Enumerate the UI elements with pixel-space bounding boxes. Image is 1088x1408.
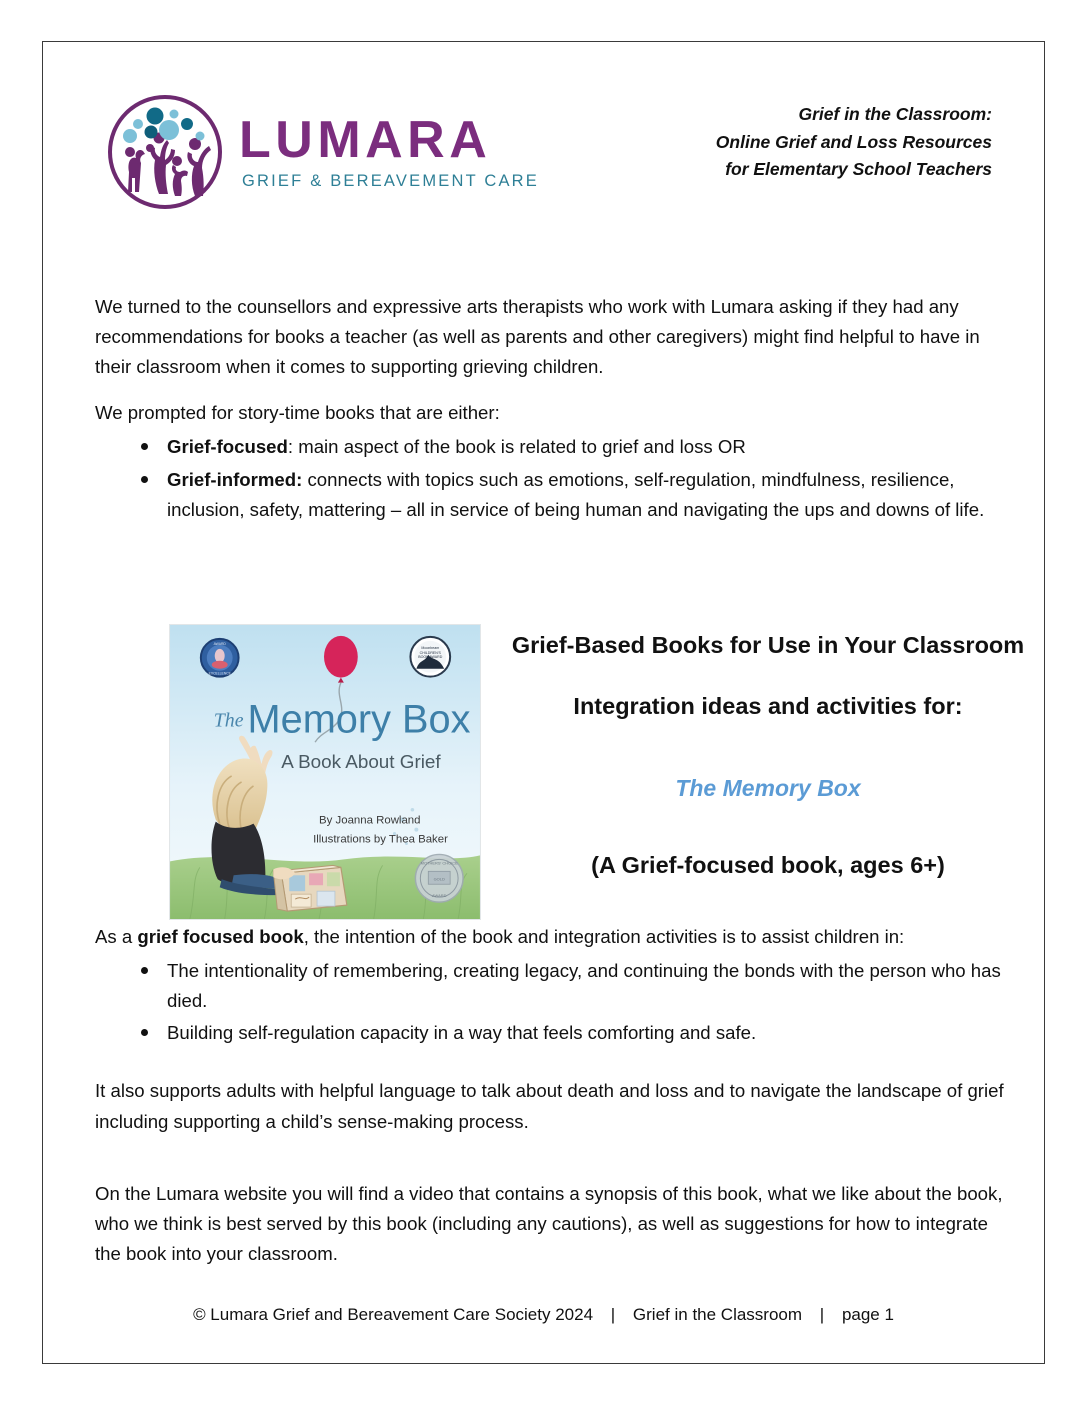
lower-paragraph-2: On the Lumara website you will find a video that contains a synopsis of this book, what we like about the book, who we think is best served by this book (including any cautions), as well as suggestions for how to integrate the book into your classroom. xyxy=(95,1182,1003,1264)
bullet-label: Grief-informed: xyxy=(167,468,303,490)
wordmark-main: LUMARA xyxy=(239,111,492,170)
bullet-text: connects with topics such as emotions, self-regulation, mindfulness, resilience, inclusion, safety, mattering – all in service of being human and navigating the ups and downs of life. xyxy=(167,468,985,520)
feature-heading-1: Grief-Based Books for Use in Your Classroom xyxy=(511,632,1025,658)
spacer xyxy=(95,1153,1007,1179)
lead-prefix: As a xyxy=(95,926,138,947)
lumara-wordmark xyxy=(239,111,539,191)
intro-paragraph-1: We turned to the counsellors and expressive arts therapists who work with Lumara asking if they had any recommendations for books a teacher (as well as parents and other caregivers) might find helpful to have in their classroom when it comes to supporting grieving children. xyxy=(95,296,980,378)
list-item xyxy=(137,432,997,462)
header-title-block xyxy=(716,101,992,184)
footer-separator-2: | xyxy=(819,1305,825,1324)
feature-book-title: The Memory Box xyxy=(675,775,861,802)
page-footer xyxy=(43,1305,1044,1325)
footer-page-number: page 1 xyxy=(841,1305,894,1324)
lower-section xyxy=(95,922,1007,1285)
svg-text:CHILDREN'S: CHILDREN'S xyxy=(419,650,441,655)
svg-text:Memory Box: Memory Box xyxy=(247,697,471,742)
svg-text:EXCELLENCE: EXCELLENCE xyxy=(208,671,231,676)
feature-book-subtitle: (A Grief-focused book, ages 6+) xyxy=(591,852,945,879)
header-title-line-2: Online Grief and Loss Resources xyxy=(715,131,992,152)
intro-paragraph-2: We prompted for story-time books that are either: xyxy=(95,402,500,424)
svg-text:A Book About Grief: A Book About Grief xyxy=(281,751,441,773)
feature-section xyxy=(95,582,1045,942)
feature-heading-2: Integration ideas and activities for: xyxy=(573,692,963,719)
document-page xyxy=(42,41,1045,1364)
bullet-text: : main aspect of the book is related to grief and loss OR xyxy=(287,436,746,458)
svg-text:GOLD: GOLD xyxy=(433,876,445,882)
page-header xyxy=(43,42,1044,232)
svg-text:By Joanna Rowland: By Joanna Rowland xyxy=(319,814,421,827)
feature-heading-block xyxy=(491,630,1045,879)
svg-text:MOTHERS' CHOICE: MOTHERS' CHOICE xyxy=(420,860,458,866)
lower-bullet-list xyxy=(95,956,1007,1048)
wordmark-tagline: GRIEF & BEREAVEMENT CARE xyxy=(242,172,539,191)
header-title-line-1: Grief in the Classroom: xyxy=(798,104,992,124)
svg-text:Moonbeam: Moonbeam xyxy=(421,645,440,650)
lower-paragraph-1: It also supports adults with helpful language to talk about death and loss and to navigate the landscape of grief including supporting a child’s sense-making process. xyxy=(95,1080,1004,1132)
svg-text:BOOK AWARD: BOOK AWARD xyxy=(418,654,443,659)
list-item: The intentionality of remembering, creating legacy, and continuing the bonds with the person who has died. xyxy=(137,956,1007,1016)
spacer xyxy=(95,1050,1007,1076)
intro-bullet-list xyxy=(95,432,997,524)
book-cover-image xyxy=(169,624,481,920)
lead-bold: grief focused book xyxy=(137,926,304,947)
intro-section xyxy=(95,292,997,527)
bullet-label: Grief-focused xyxy=(167,436,288,458)
lower-lead-paragraph xyxy=(95,922,1007,952)
svg-text:The: The xyxy=(213,709,244,732)
list-item xyxy=(137,465,997,525)
svg-text:Illustrations by Thea Baker: Illustrations by Thea Baker xyxy=(313,833,448,846)
footer-separator-1: | xyxy=(610,1305,616,1324)
svg-text:AWARD: AWARD xyxy=(431,893,447,899)
lumara-logo xyxy=(105,92,539,212)
list-item: Building self-regulation capacity in a way that feels comforting and safe. xyxy=(137,1018,1007,1048)
footer-copyright: © Lumara Grief and Bereavement Care Society 2024 xyxy=(193,1305,594,1324)
footer-doc-name: Grief in the Classroom xyxy=(632,1305,803,1324)
lead-rest: , the intention of the book and integration activities is to assist children in: xyxy=(303,926,905,947)
svg-text:AWARD: AWARD xyxy=(213,641,226,646)
lumara-circle-figures-logo-icon xyxy=(105,92,225,212)
header-title-line-3: for Elementary School Teachers xyxy=(725,159,992,180)
